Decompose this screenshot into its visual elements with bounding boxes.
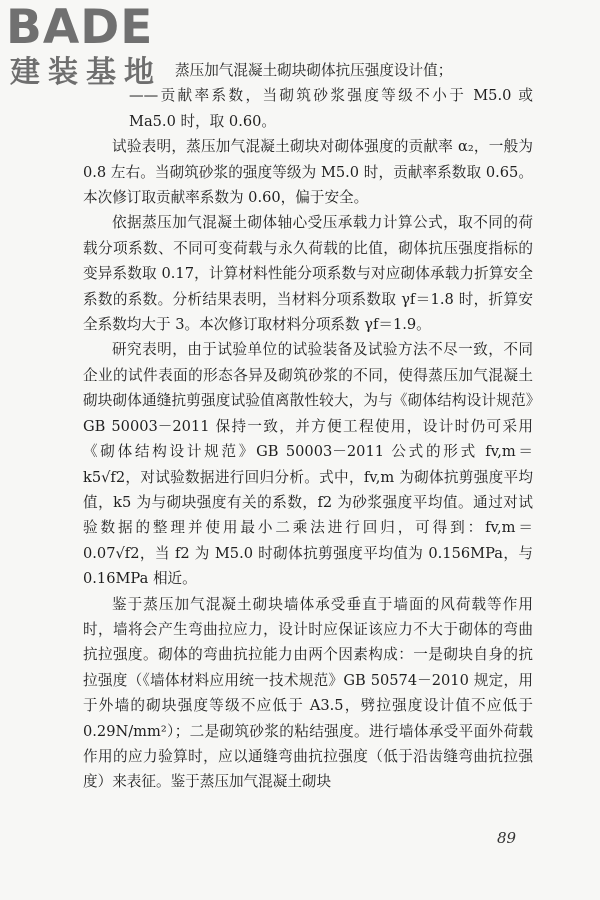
page-body <box>83 58 533 795</box>
paragraph-1: 试验表明，蒸压加气混凝土砌块对砌体强度的贡献率 α₂，一般为 0.8 左右。当砌筑砂浆的强度等级为 M5.0 时，贡献率系数取 0.65。本次修订取贡献率系数为 0.60，偏于安全。 <box>83 138 533 207</box>
logo-brand: BADE <box>6 0 154 55</box>
page-number: 89 <box>497 829 517 847</box>
paragraph-2: 依据蒸压加气混凝土砌体轴心受压承载力计算公式，取不同的荷载分项系数、不同可变荷载与永久荷载的比值，砌体抗压强度指标的变异系数取 0.17，计算材料性能分项系数与对应砌体承载力折算安全系数的系数。分析结果表明，当材料分项系数取 γf＝1.8 时，折算安全系数均大于 3。本次修订取材料分项系数 γf＝1.9。 <box>83 214 533 334</box>
logo-subtitle: 建装基地 <box>10 55 162 90</box>
definition-alpha-text: ——贡献率系数，当砌筑砂浆强度等级不小于 M5.0 或 Ma5.0 时，取 0.60。 <box>129 87 533 130</box>
definition-f-text: 蒸压加气混凝土砌块砌体抗压强度设计值； <box>175 62 453 79</box>
paragraph-3: 研究表明，由于试验单位的试验装备及试验方法不尽一致，不同企业的试件表面的形态各异及砌筑砂浆的不同，使得蒸压加气混凝土砌块砌体通缝抗剪强度试验值离散性较大，为与《砌体结构设计规范》GB 50003－2011 保持一致，并方便工程使用，设计时仍可采用《砌体结构设计规范》GB 50003－2011 公式的形式 fv,m＝k5√f2，对试验数据进行回归分析。式中，fv,m 为砌体抗剪强度平均值，k5 为与砌块强度有关的系数，f2 为砂浆强度平均值。通过对试验数据的整理并使用最小二乘法进行回归，可得到：fv,m＝0.07√f2，当 f2 为 M5.0 时砌体抗剪强度平均值为 0.156MPa，与 0.16MPa 相近。 <box>83 341 533 588</box>
definition-f <box>83 58 533 83</box>
definition-alpha <box>83 83 533 134</box>
paragraph-4: 鉴于蒸压加气混凝土砌块墙体承受垂直于墙面的风荷载等作用时，墙将会产生弯曲拉应力，设计时应保证该应力不大于砌体的弯曲抗拉强度。砌体的弯曲抗拉能力由两个因素构成：一是砌块自身的抗拉强度（《墙体材料应用统一技术规范》GB 50574－2010 规定，用于外墙的砌块强度等级不应低于 A3.5，劈拉强度设计值不应低于 0.29N/mm²）；二是砌筑砂浆的粘结强度。进行墙体承受平面外荷载作用的应力验算时，应以通缝弯曲抗拉强度（低于沿齿缝弯曲抗拉强度）来表征。鉴于蒸压加气混凝土砌块 <box>83 595 533 791</box>
